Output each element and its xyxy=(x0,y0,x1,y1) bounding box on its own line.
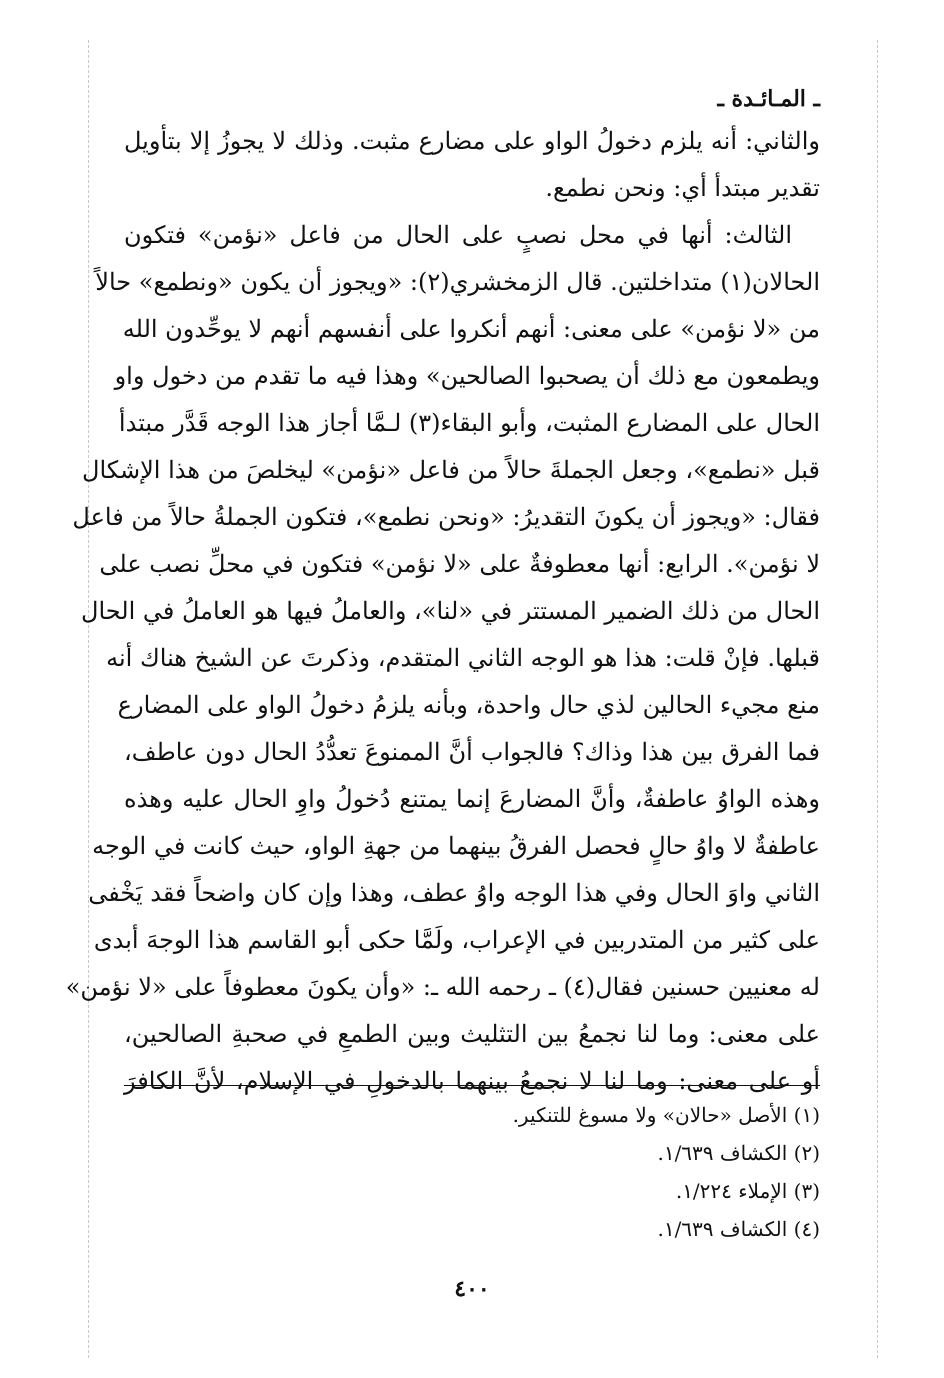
body-line: والثاني: أنه يلزم دخولُ الواو على مضارع مثبت. وذلك لا يجوزُ إلا بتأويل xyxy=(124,127,820,155)
body-line: له معنيين حسنين فقال(٤) ـ رحمه الله ـ: «وأن يكونَ معطوفاً على «لا نؤمن» xyxy=(65,973,820,1001)
body-line: الحالان(١) متداخلتين. قال الزمخشري(٢): «ويجوز أن يكون «ونطمع» حالاً xyxy=(95,268,820,296)
body-line: الثاني واوَ الحال وفي هذا الوجه واوُ عطف، وهذا وإن كان واضحاً فقد يَخْفى xyxy=(88,879,820,907)
body-line: تقدير مبتدأ أي: ونحن نطمع. xyxy=(545,174,820,202)
body-line: الثالث: أنها في محل نصبٍ على الحال من فاعل «نؤمن» فتكون xyxy=(124,221,792,249)
body-line: على معنى: وما لنا نجمعُ بين التثليث وبين الطمعِ في صحبةِ الصالحين، xyxy=(124,1020,820,1048)
body-line: ويطمعون مع ذلك أن يصحبوا الصالحين» وهذا فيه ما تقدم من دخول واو xyxy=(114,362,820,390)
footnote-separator xyxy=(124,1085,820,1086)
footnote-item: (٣) الإملاء ١/٢٢٤. xyxy=(675,1179,820,1203)
page-scan-edge-left xyxy=(88,40,89,1358)
footnotes xyxy=(124,1096,820,1248)
body-line: عاطفةٌ لا واوُ حالٍ فحصل الفرقُ بينهما من جهةِ الواو، حيث كانت في الوجه xyxy=(92,832,820,860)
page-scan-edge-right xyxy=(877,40,878,1358)
page-number: ٤٠٠ xyxy=(454,1276,490,1302)
body-line: لا نؤمن». الرابع: أنها معطوفةٌ على «لا نؤمن» فتكون في محلِّ نصب على xyxy=(99,550,820,578)
footnote-item: (٤) الكشاف ١/٦٣٩. xyxy=(657,1217,820,1241)
body-line: فما الفرق بين هذا وذاك؟ فالجواب أنَّ الممنوعَ تعدُّدُ الحال دون عاطف، xyxy=(124,738,820,766)
body-line: فقال: «ويجوز أن يكونَ التقديرُ: «ونحن نطمع»، فتكون الجملةُ حالاً من فاعل xyxy=(72,503,820,531)
body-line: وهذه الواوُ عاطفةٌ، وأنَّ المضارعَ إنما يمتنع دُخولُ واوِ الحال عليه وهذه xyxy=(124,785,820,813)
body-line: من «لا نؤمن» على معنى: أنهم أنكروا على أنفسهم أنهم لا يوحِّدون الله xyxy=(122,315,820,343)
body-line: الحال على المضارع المثبت، وأبو البقاء(٣) لـمَّا أجاز هذا الوجه قَدَّر مبتدأ xyxy=(118,409,820,437)
body-line: الحال من ذلك الضمير المستتر في «لنا»، والعاملُ فيها هو العاملُ في الحال xyxy=(81,597,820,625)
body-line: منع مجيء الحالين لذي حال واحدة، وبأنه يلزمُ دخولُ الواو على المضارع xyxy=(117,691,820,719)
body-line: قبل «نطمع»، وجعل الجملةَ حالاً من فاعل «نؤمن» ليخلصَ من هذا الإشكال xyxy=(82,456,820,484)
body-line: أو على معنى: وما لنا لا نجمعُ بينهما بالدخولِ في الإسلام، لأنَّ الكافرَ xyxy=(124,1067,820,1095)
body-line: قبلها. فإنْ قلت: هذا هو الوجه الثاني المتقدم، وذكرتَ عن الشيخ هناك أنه xyxy=(106,644,820,672)
body-text xyxy=(65,118,820,1105)
body-line: على كثير من المتدربين في الإعراب، ولَمَّا حكى أبو القاسم هذا الوجهَ أبدى xyxy=(93,926,820,954)
footnote-item: (٢) الكشاف ١/٦٣٩. xyxy=(657,1141,820,1165)
footnote-item: (١) الأصل «حالان» ولا مسوغ للتنكير. xyxy=(512,1103,820,1127)
running-head: ـ المـائـدة ـ xyxy=(717,86,820,112)
